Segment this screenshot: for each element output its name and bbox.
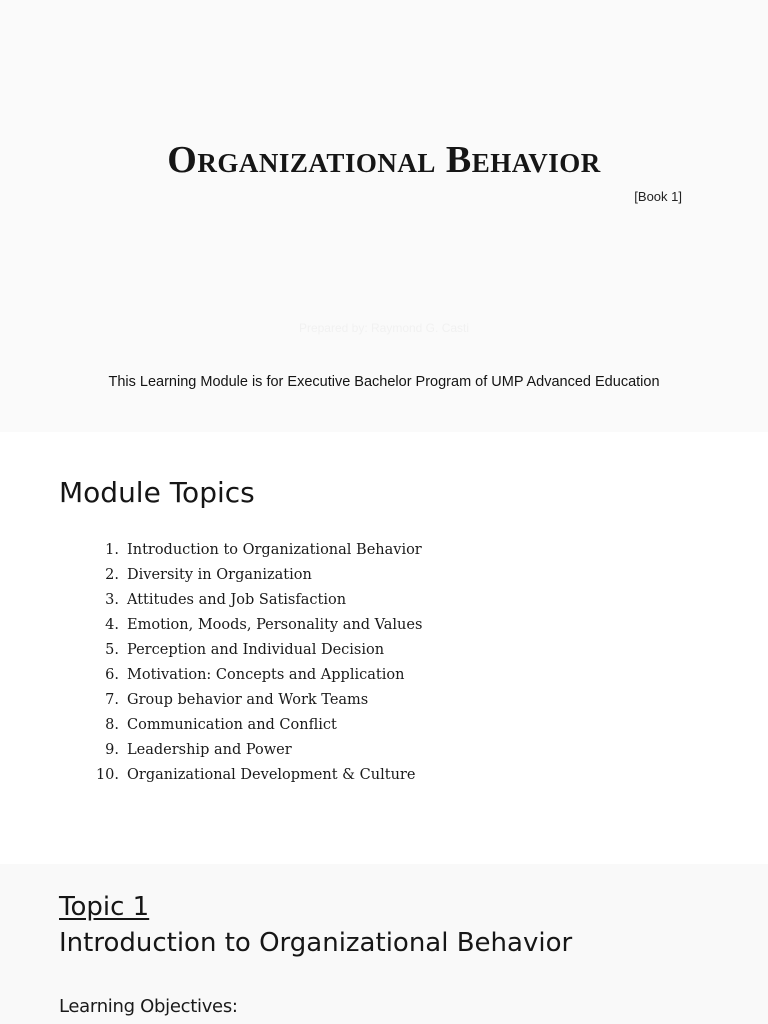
- list-item-label: Leadership and Power: [127, 742, 292, 758]
- list-item: [92, 563, 422, 588]
- list-item-label: Motivation: Concepts and Application: [127, 667, 405, 683]
- list-item: [92, 638, 422, 663]
- list-item: [92, 713, 422, 738]
- list-item: [92, 688, 422, 713]
- list-item-label: Group behavior and Work Teams: [127, 692, 369, 708]
- document-title: Organizational Behavior: [167, 139, 601, 181]
- topics-slide: [0, 432, 768, 864]
- list-item: [92, 538, 422, 563]
- learning-objectives-heading: Learning Objectives:: [59, 996, 238, 1017]
- book-number: [Book 1]: [634, 189, 682, 204]
- list-item-number: 1.: [105, 542, 119, 558]
- topic-title: Introduction to Organizational Behavior: [59, 928, 573, 958]
- list-item-number: 8.: [105, 717, 119, 733]
- faint-prepared-by-text: Prepared by: Raymond G. Casti: [298, 321, 470, 335]
- list-item-number: 3.: [105, 592, 119, 608]
- list-item: [92, 763, 422, 788]
- list-item: [92, 588, 422, 613]
- list-item-number: 4.: [105, 617, 119, 633]
- list-item-number: 7.: [105, 692, 119, 708]
- list-item-label: Diversity in Organization: [127, 567, 312, 583]
- list-item-label: Communication and Conflict: [127, 717, 337, 733]
- topic-label: Topic 1: [59, 892, 150, 922]
- list-item-label: Emotion, Moods, Personality and Values: [127, 617, 423, 633]
- topics-heading: Module Topics: [59, 476, 255, 509]
- list-item-label: Introduction to Organizational Behavior: [127, 542, 422, 558]
- list-item-number: 10.: [95, 767, 119, 783]
- list-item: [92, 613, 422, 638]
- list-item: [92, 738, 422, 763]
- title-slide: [0, 0, 768, 432]
- list-item-number: 5.: [105, 642, 119, 658]
- list-item-label: Attitudes and Job Satisfaction: [127, 592, 347, 608]
- list-item-number: 2.: [105, 567, 119, 583]
- list-item-number: 9.: [105, 742, 119, 758]
- module-description: This Learning Module is for Executive Bachelor Program of UMP Advanced Education: [108, 374, 660, 390]
- list-item-number: 6.: [105, 667, 119, 683]
- topic1-slide: [0, 864, 768, 1024]
- list-item-label: Perception and Individual Decision: [127, 642, 385, 658]
- topics-list: [92, 538, 422, 788]
- list-item: [92, 663, 422, 688]
- list-item-label: Organizational Development & Culture: [127, 767, 416, 783]
